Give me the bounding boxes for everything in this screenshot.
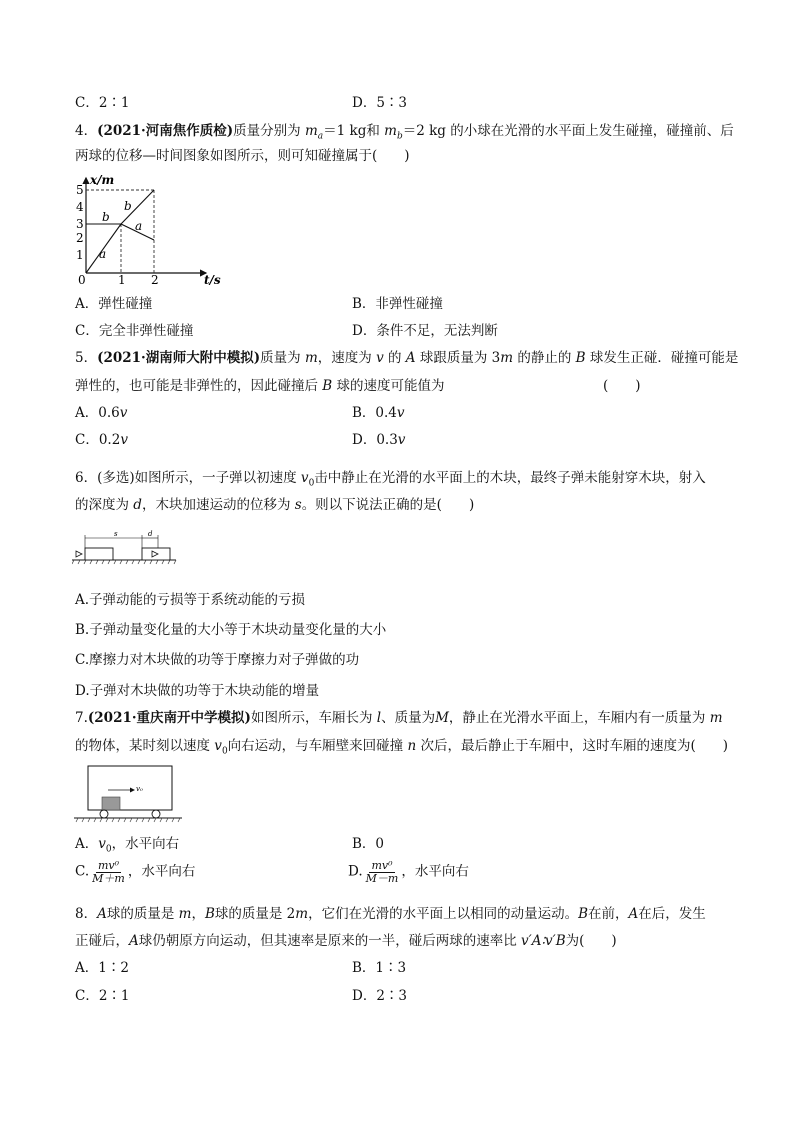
- origin-label: 0: [78, 273, 86, 287]
- q5-text: 的: [383, 350, 406, 366]
- q5-opt-text: D．0.3: [352, 432, 398, 448]
- q4-number: 4．: [75, 123, 98, 139]
- q5-var: v: [376, 350, 384, 366]
- q3-option-d: D．5∶3: [352, 95, 408, 111]
- fraction-numerator: mv⁰: [371, 859, 393, 872]
- q7-opt-text: D.: [348, 863, 363, 880]
- q6-bullet-block-figure: [72, 530, 182, 572]
- q7-text: 、质量为: [381, 710, 436, 726]
- q8-text: ，它们在光滑的水平面上以相同的动量运动。: [308, 906, 579, 922]
- q8-var: A: [628, 906, 639, 922]
- q5-source: (2021·湖南师大附中模拟): [97, 350, 261, 366]
- q8-option-a: A．1∶2: [75, 960, 129, 976]
- q7-opt-text: ，水平向右: [401, 863, 469, 880]
- q5-opt-text: C．0.2: [75, 432, 121, 448]
- fraction-numerator: mv⁰: [97, 859, 120, 872]
- q4-var: m: [384, 123, 397, 139]
- q3-option-c: C．2∶1: [75, 95, 130, 111]
- q8-ratio: v′A∶v′B: [521, 933, 566, 949]
- q5-text: 的静止的: [513, 350, 576, 366]
- q4-text: ＝2 kg 的小球在光滑的水平面上发生碰撞，碰撞前、后: [402, 123, 734, 139]
- q6-option-d: D.子弹对木块做的功等于木块动能的增量: [75, 683, 320, 699]
- fraction-denominator: M＋m: [92, 871, 125, 885]
- q7-opt-d-fraction: [364, 860, 401, 884]
- q5-text: 球的速度可能值为: [332, 378, 445, 394]
- q4-option-a: A．弹性碰撞: [75, 296, 153, 312]
- q8-option-d: D．2∶3: [352, 988, 408, 1004]
- q5-opt-var: v: [396, 405, 405, 421]
- q4-sub-b: b: [396, 131, 403, 142]
- q7-text: ，静止在光滑水平面上，车厢内有一质量为: [448, 710, 710, 726]
- q7-text: 如图所示，车厢长为: [250, 710, 377, 726]
- q7-option-c: [75, 860, 195, 884]
- label-a-after: a: [135, 219, 143, 233]
- q6-stem-line2: [75, 499, 474, 513]
- q8-text: 球的质量是 2: [214, 906, 296, 922]
- q5-opt-text: A．0.6: [75, 405, 120, 421]
- x-tick-2: 2: [151, 273, 159, 287]
- q7-var: l: [376, 710, 382, 726]
- q7-var: M: [435, 710, 449, 726]
- q4-option-b: B．非弹性碰撞: [352, 296, 443, 312]
- y-tick-5: 5: [76, 183, 84, 197]
- q6-option-b: B.子弹动量变化量的大小等于木块动量变化量的大小: [75, 622, 387, 638]
- q5-opt-var: v: [119, 405, 128, 421]
- q4-source: (2021·河南焦作质检): [97, 123, 234, 139]
- q8-option-c: C．2∶1: [75, 988, 130, 1004]
- q5-option-b: [352, 407, 405, 421]
- y-tick-1: 1: [76, 248, 84, 262]
- q7-option-b: B．0: [352, 836, 385, 852]
- q5-number: 5．: [75, 350, 98, 366]
- q5-text: ，速度为: [317, 350, 377, 366]
- q7-carriage-figure: [74, 763, 182, 825]
- q7-source: (2021·重庆南开中学模拟): [87, 710, 251, 726]
- q6-option-c: C.摩擦力对木块做的功等于摩擦力对子弹做的功: [75, 652, 360, 668]
- q6-var: v: [300, 470, 309, 486]
- wheel-left: [100, 810, 108, 818]
- q8-var: A: [129, 933, 139, 949]
- q7-opt-text: A．: [75, 836, 99, 852]
- q6-text: ，木块加速运动的位移为: [141, 497, 295, 513]
- y-tick-2: 2: [76, 231, 84, 245]
- q6-var: d: [133, 497, 142, 513]
- q5-text: 球跟质量为 3: [415, 350, 501, 366]
- q4-stem-line2: 两球的位移—时间图象如图所示，则可知碰撞属于( ): [75, 148, 410, 164]
- q6-text: 击中静止在光滑的水平面上的木块，最终子弹未能射穿木块，射入: [314, 470, 706, 486]
- q8-stem-line1: [75, 908, 706, 922]
- label-a-before: a: [99, 247, 107, 261]
- q7-sub: 0: [221, 746, 228, 757]
- q7-opt-text: C.: [75, 863, 90, 880]
- q5-text: 质量为: [260, 350, 305, 366]
- q7-stem-line1: [75, 712, 723, 726]
- q6-sub: 0: [308, 478, 315, 489]
- q7-text: 次后，最后静止于车厢中，这时车厢的速度为( ): [416, 738, 728, 754]
- q4-sub-a: a: [317, 131, 324, 142]
- q7-var: n: [407, 738, 417, 754]
- block-initial: [85, 548, 113, 560]
- q8-var: B: [204, 906, 215, 922]
- ground-hatching: [76, 818, 180, 822]
- q7-var: v: [214, 738, 222, 754]
- q4-stem-line1: [75, 125, 734, 142]
- q7-text: 的物体，某时刻以速度: [75, 738, 215, 754]
- q8-text: ，: [191, 906, 205, 922]
- q4-text: 质量分别为: [233, 123, 305, 139]
- q8-var: B: [578, 906, 588, 922]
- q5-var: m: [304, 350, 318, 366]
- q7-opt-text: ，水平向右: [127, 863, 196, 880]
- q7-stem-line2: [75, 740, 728, 757]
- x-tick-1: 1: [118, 273, 126, 287]
- q5-option-c: [75, 434, 128, 448]
- q5-option-d: [352, 434, 405, 448]
- wheel-right: [152, 810, 160, 818]
- q7-opt-c-fraction: [90, 860, 127, 884]
- q5-text: 球发生正碰．碰撞可能是: [585, 350, 739, 366]
- q5-var: m: [500, 350, 514, 366]
- ground-hatching: [72, 560, 176, 564]
- q8-text: 球的质量是: [106, 906, 179, 922]
- q8-text: 球仍朝原方向运动，但其速率是原来的一半，碰后两球的速率比: [138, 933, 522, 949]
- q4-text: ＝1 kg和: [323, 123, 385, 139]
- q5-text: 弹性的，也可能是非弹性的，因此碰撞后: [75, 378, 323, 394]
- q5-var: A: [405, 350, 416, 366]
- bullet-left: [76, 551, 82, 557]
- q6-var: s: [294, 497, 302, 513]
- q6-text: 。则以下说法正确的是( ): [301, 497, 475, 513]
- q4-option-d: D．条件不足，无法判断: [352, 323, 498, 339]
- y-tick-4: 4: [76, 200, 84, 214]
- q5-opt-var: v: [120, 432, 128, 448]
- x-axis-label: t/s: [204, 273, 221, 287]
- fraction-denominator: M－m: [365, 871, 399, 885]
- dashed-guides: [86, 190, 154, 273]
- q7-opt-var: v: [98, 836, 106, 852]
- fig-label-s: s: [114, 530, 118, 538]
- q5-answer-paren: ( ): [603, 378, 641, 394]
- q8-stem-line2: [75, 935, 617, 949]
- q8-number: 8．: [75, 906, 98, 922]
- block-final: [142, 548, 170, 560]
- q5-stem-line2: [75, 380, 445, 394]
- q7-text: 向右运动，与车厢壁来回碰撞: [227, 738, 408, 754]
- y-tick-3: 3: [76, 217, 84, 231]
- q4-displacement-time-graph: [66, 170, 236, 288]
- q6-text: 的深度为: [75, 497, 134, 513]
- q8-text: 在后，发生: [638, 906, 706, 922]
- q6-text: 6．(多选)如图所示，一子弹以初速度: [75, 470, 301, 486]
- q8-var: m: [295, 906, 309, 922]
- q7-number: 7.: [75, 710, 88, 726]
- q5-option-a: [75, 407, 127, 421]
- q7-var: m: [709, 710, 723, 726]
- label-b-after: b: [124, 199, 132, 213]
- q8-text: 正碰后，: [75, 933, 129, 949]
- velocity-label: v₀: [136, 785, 143, 793]
- object-block: [102, 797, 120, 810]
- q5-var: B: [322, 378, 333, 394]
- q5-var: B: [575, 350, 586, 366]
- label-b-before: b: [102, 210, 110, 224]
- q5-opt-text: B．0.4: [352, 405, 397, 421]
- y-axis-label: x/m: [90, 173, 115, 187]
- q8-text: 在前，: [588, 906, 629, 922]
- q8-option-b: B．1∶3: [352, 960, 407, 976]
- q4-option-c: C．完全非弹性碰撞: [75, 323, 194, 339]
- q4-var: m: [304, 123, 318, 139]
- q8-var: m: [178, 906, 192, 922]
- fig-label-d: d: [148, 530, 153, 538]
- q7-option-a: [75, 838, 179, 855]
- q6-stem-line1: [75, 472, 706, 489]
- q7-opt-text: ，水平向右: [111, 836, 180, 852]
- q8-var: A: [97, 906, 107, 922]
- q8-text: 为( ): [565, 933, 617, 949]
- q7-option-d: [348, 860, 469, 884]
- q7-opt-sub: 0: [105, 844, 112, 855]
- q5-stem-line1: [75, 352, 738, 366]
- q5-opt-var: v: [397, 432, 406, 448]
- q6-option-a: A.子弹动能的亏损等于系统动能的亏损: [75, 592, 306, 608]
